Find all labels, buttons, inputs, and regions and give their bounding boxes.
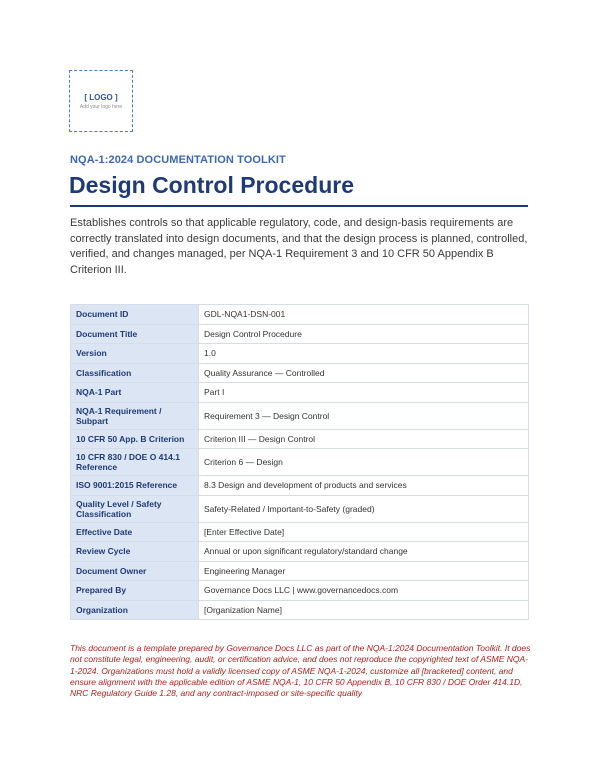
metadata-value: Engineering Manager: [199, 561, 529, 581]
metadata-key: Document ID: [71, 305, 199, 325]
metadata-key: Effective Date: [71, 522, 199, 542]
metadata-value: Quality Assurance — Controlled: [199, 363, 529, 383]
table-row: [71, 429, 529, 449]
table-row: [71, 449, 529, 476]
logo-mark: [ LOGO ]: [84, 92, 118, 102]
table-row: [71, 542, 529, 562]
metadata-value: GDL-NQA1-DSN-001: [199, 305, 529, 325]
metadata-key: Review Cycle: [71, 542, 199, 562]
metadata-key: 10 CFR 50 App. B Criterion: [71, 429, 199, 449]
table-row: [71, 344, 529, 364]
table-row: [71, 402, 529, 429]
metadata-key: 10 CFR 830 / DOE O 414.1 Reference: [71, 449, 199, 476]
title-divider: [70, 205, 528, 207]
metadata-value: Criterion 6 — Design: [199, 449, 529, 476]
table-row: [71, 363, 529, 383]
table-row: [71, 324, 529, 344]
table-row: [71, 305, 529, 325]
metadata-key: Document Owner: [71, 561, 199, 581]
metadata-key: NQA-1 Requirement / Subpart: [71, 402, 199, 429]
table-row: [71, 383, 529, 403]
table-row: [71, 522, 529, 542]
logo-placeholder: [69, 70, 133, 132]
metadata-key: Quality Level / Safety Classification: [71, 495, 199, 522]
table-row: [71, 600, 529, 620]
metadata-key: Document Title: [71, 324, 199, 344]
table-row: [71, 581, 529, 601]
metadata-value: Annual or upon significant regulatory/standard change: [199, 542, 529, 562]
metadata-value: Safety-Related / Important-to-Safety (graded): [199, 495, 529, 522]
metadata-value: Governance Docs LLC | www.governancedocs.com: [199, 581, 529, 601]
metadata-key: NQA-1 Part: [71, 383, 199, 403]
metadata-value: [Organization Name]: [199, 600, 529, 620]
metadata-key: Prepared By: [71, 581, 199, 601]
toolkit-label: NQA-1:2024 DOCUMENTATION TOOLKIT: [70, 154, 286, 166]
metadata-value: 1.0: [199, 344, 529, 364]
metadata-value: 8.3 Design and development of products and services: [199, 476, 529, 496]
metadata-key: Classification: [71, 363, 199, 383]
intro-paragraph: Establishes controls so that applicable regulatory, code, and design-basis requirements are correctly translated into design documents, and that the design process is planned, controlled, verified, and changes managed, per NQA-1 Requirement 3 and 10 CFR 50 Appendix B Criterion III.: [70, 217, 528, 276]
metadata-value: Requirement 3 — Design Control: [199, 402, 529, 429]
metadata-key: ISO 9001:2015 Reference: [71, 476, 199, 496]
metadata-value: [Enter Effective Date]: [199, 522, 529, 542]
table-row: [71, 561, 529, 581]
metadata-value: Design Control Procedure: [199, 324, 529, 344]
table-row: [71, 495, 529, 522]
metadata-value: Criterion III — Design Control: [199, 429, 529, 449]
document-metadata-table: [70, 304, 529, 620]
metadata-value: Part I: [199, 383, 529, 403]
disclaimer-text: This document is a template prepared by Governance Docs LLC as part of the NQA-1:2024 Documentation Toolkit. It does not constitute legal, engineering, audit, or certification advice, and does not reproduce the copyrighted text of ASME NQA-1-2024. Organizations must hold a validly licensed copy of ASME NQA-1-2024, customize all [bracketed] content, and ensure alignment with the applicable edition of ASME NQA-1, 10 CFR 50 Appendix B, 10 CFR 830 / DOE Order 414.1D, NRC Regulatory Guide 1.28, and any contract-imposed or site-specific quality: [70, 643, 531, 699]
logo-subtext: Add your logo here: [79, 103, 123, 110]
metadata-key: Organization: [71, 600, 199, 620]
metadata-key: Version: [71, 344, 199, 364]
table-row: [71, 476, 529, 496]
page-title: Design Control Procedure: [69, 172, 354, 198]
